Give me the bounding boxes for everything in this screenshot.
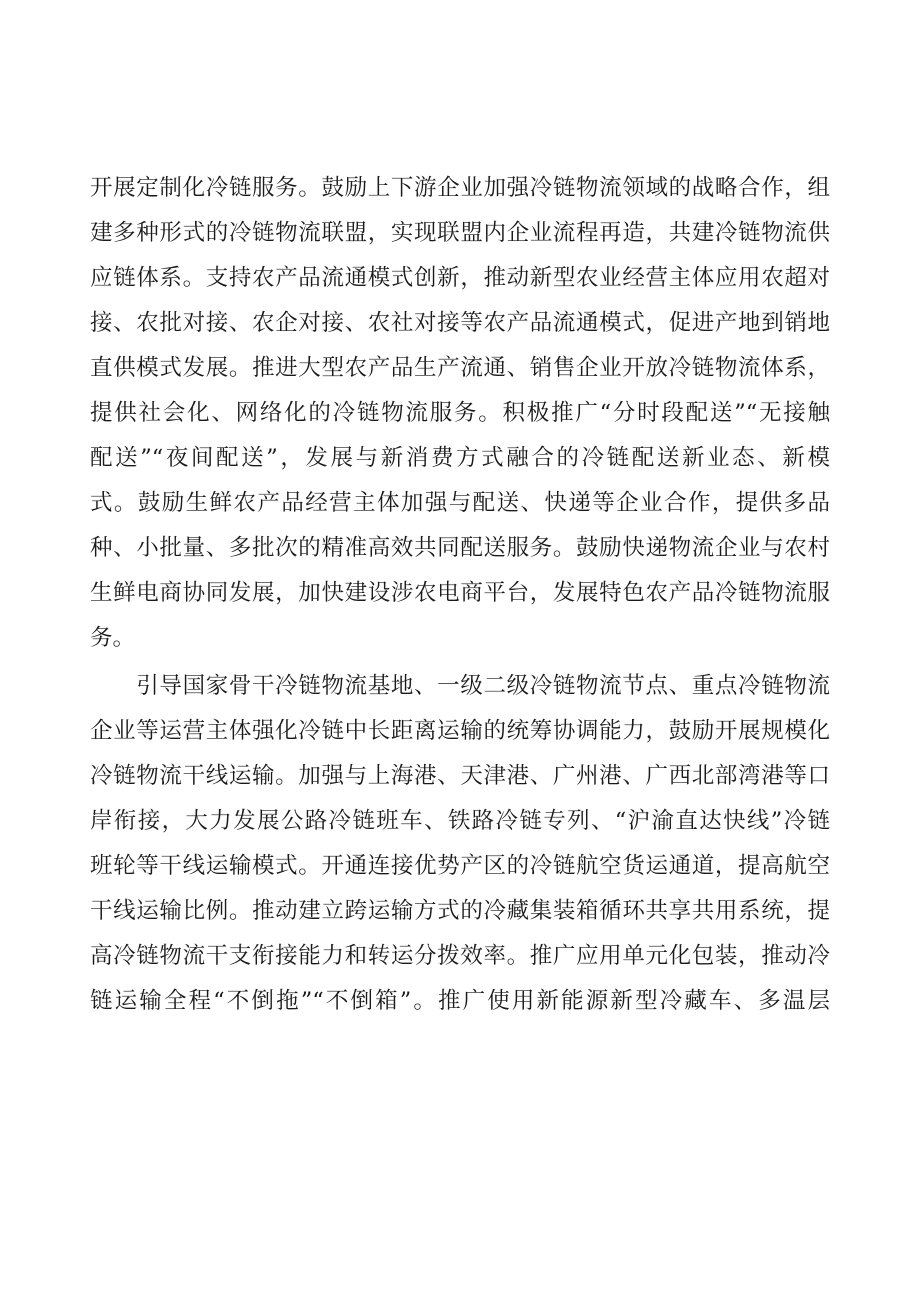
text-line: 开展定制化冷链服务。鼓励上下游企业加强冷链物流领域的战略合作，组 — [90, 175, 830, 201]
text-line: 冷链物流干线运输。加强与上海港、天津港、广州港、广西北部湾港等口 — [90, 763, 830, 789]
text-line: 班轮等干线运输模式。开通连接优势产区的冷链航空货运通道，提高航空 — [90, 853, 830, 879]
text-line-last: 务。 — [90, 625, 136, 651]
text-line: 种、小批量、多批次的精准高效共同配送服务。鼓励快递物流企业与农村 — [90, 535, 830, 561]
text-line: 企业等运营主体强化冷链中长距离运输的统筹协调能力，鼓励开展规模化 — [90, 718, 830, 744]
text-line: 直供模式发展。推进大型农产品生产流通、销售企业开放冷链物流体系， — [90, 355, 830, 381]
text-line: 生鲜电商协同发展，加快建设涉农电商平台，发展特色农产品冷链物流服 — [90, 580, 830, 606]
paragraph-cold-chain-services — [90, 166, 830, 661]
paragraph-trunk-transport — [90, 664, 830, 1024]
text-line: 应链体系。支持农产品流通模式创新，推动新型农业经营主体应用农超对 — [90, 265, 830, 291]
text-line: 配送”“夜间配送”，发展与新消费方式融合的冷链配送新业态、新模 — [90, 445, 830, 471]
text-line: 高冷链物流干支衔接能力和转运分拨效率。推广应用单元化包装，推动冷 — [90, 943, 830, 969]
text-line: 提供社会化、网络化的冷链物流服务。积极推广“分时段配送”“无接触 — [90, 400, 830, 426]
text-line: 式。鼓励生鲜农产品经营主体加强与配送、快递等企业合作，提供多品 — [90, 490, 830, 516]
text-line: 接、农批对接、农企对接、农社对接等农产品流通模式，促进产地到销地 — [90, 310, 830, 336]
document-body — [90, 166, 830, 1024]
text-line: 干线运输比例。推动建立跨运输方式的冷藏集装箱循环共享共用系统，提 — [90, 898, 830, 924]
text-line: 岸衔接，大力发展公路冷链班车、铁路冷链专列、“沪渝直达快线”冷链 — [90, 808, 830, 834]
text-line-indented: 引导国家骨干冷链物流基地、一级二级冷链物流节点、重点冷链物流 — [90, 673, 830, 699]
text-line: 建多种形式的冷链物流联盟，实现联盟内企业流程再造，共建冷链物流供 — [90, 220, 830, 246]
text-line: 链运输全程“不倒拖”“不倒箱”。推广使用新能源新型冷藏车、多温层 — [90, 988, 830, 1014]
